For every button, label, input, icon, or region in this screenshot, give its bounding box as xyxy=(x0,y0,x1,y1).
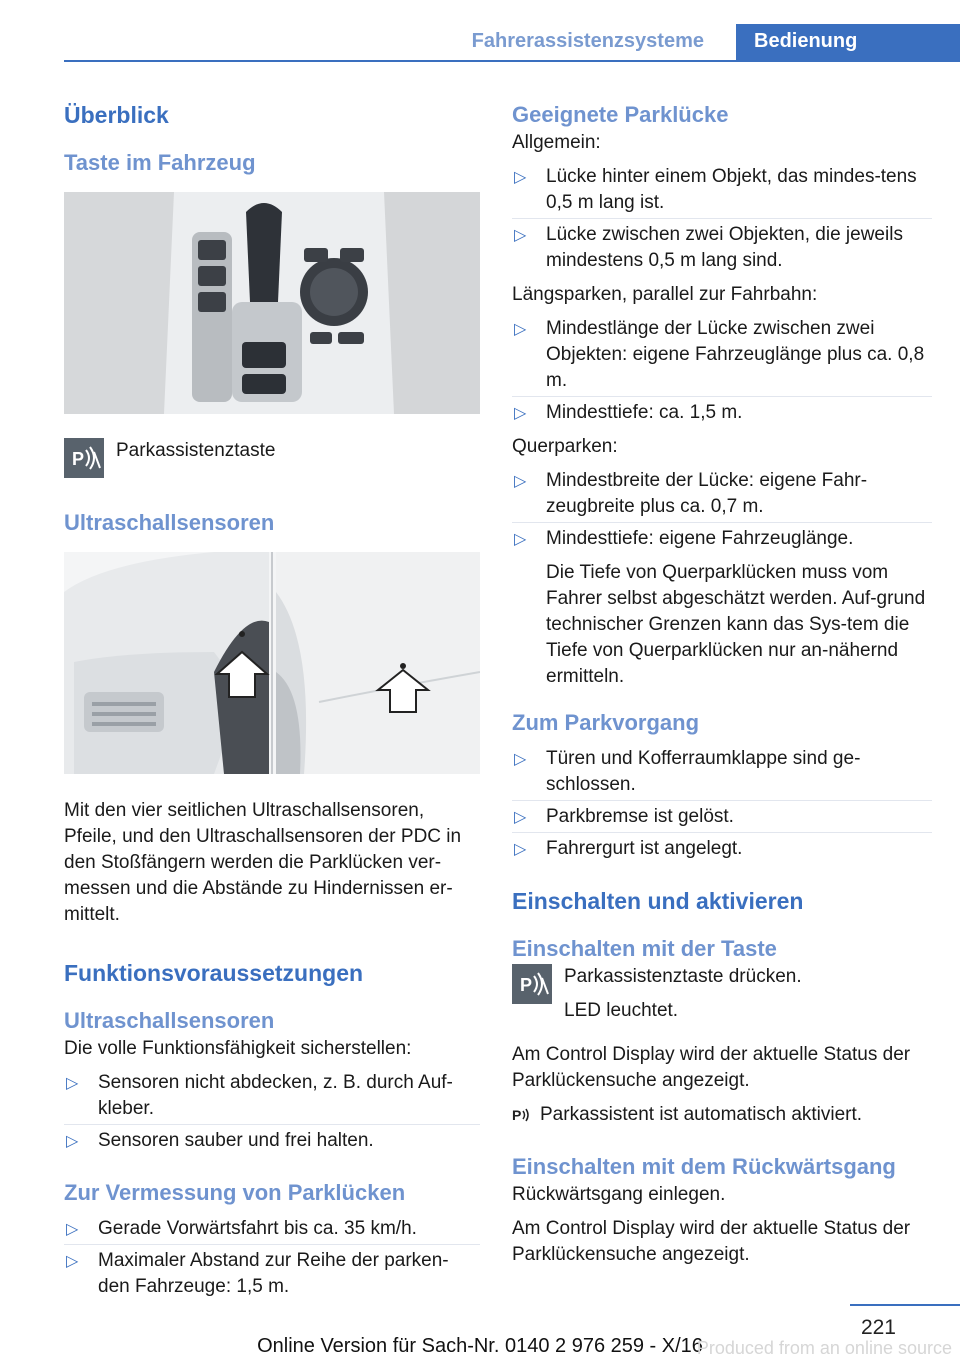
parallel-list xyxy=(512,316,932,426)
auto-active-text: Parkassistent ist automatisch aktiviert. xyxy=(540,1104,863,1125)
parallel-label: Längsparken, parallel zur Fahrbahn: xyxy=(512,284,818,305)
list-item: ▷ Lücke zwischen zwei Objekten, die jeweils mindestens 0,5 m lang sind. xyxy=(512,222,932,274)
triangle-bullet-icon: ▷ xyxy=(514,531,527,548)
list-item: ▷ Sensoren nicht abdecken, z. B. durch Auf-kleber. xyxy=(66,1072,453,1119)
led-status-text: LED leuchtet. xyxy=(564,1000,679,1021)
park-assist-button-icon xyxy=(512,964,552,1004)
footer-rule xyxy=(850,1304,960,1306)
header-tab-bedienung: Bedienung xyxy=(736,24,960,62)
list-item: ▷ Gerade Vorwärtsfahrt bis ca. 35 km/h. xyxy=(64,1216,480,1242)
list-item: ▷ Lücke hinter einem Objekt, das mindes-tens 0,5 m lang ist. xyxy=(514,166,917,213)
general-label: Allgemein: xyxy=(512,132,601,153)
svg-text:P: P xyxy=(72,449,85,469)
heading-parking-procedure: Zum Parkvorgang xyxy=(512,710,700,735)
heading-ultrasonic-sensors: Ultraschallsensoren xyxy=(64,510,275,535)
triangle-bullet-icon: ▷ xyxy=(66,1253,79,1270)
park-assist-button-caption: Parkassistenztaste xyxy=(116,440,276,461)
cross-note: Die Tiefe von Querparklücken muss vom Fahrer selbst abgeschätzt werden. Auf-grund technischer Grenzen kann das Sys-tem die Tiefe von Querparklücken nur an-nähernd ermitteln. xyxy=(546,562,926,687)
heading-overview: Überblick xyxy=(64,102,169,128)
list-item: ▷ Sensoren sauber und frei halten. xyxy=(64,1128,480,1154)
measuring-list xyxy=(64,1216,480,1300)
switch-on-instruction: Parkassistenztaste drücken. xyxy=(564,966,802,987)
triangle-bullet-icon: ▷ xyxy=(514,751,527,768)
header-rule xyxy=(64,60,960,62)
park-assist-symbol-icon xyxy=(512,1105,532,1125)
svg-text:P: P xyxy=(520,975,533,995)
ultrasonic-sensors-text: Mit den vier seitlichen Ultraschallsensoren, Pfeile, und den Ultraschallsensoren der PDC in den Stoßfängern werden die Parklücken ver-messen und die Abstände zu Hindernissen er-mittelt. xyxy=(64,800,462,925)
watermark: Produced from an online source xyxy=(696,1338,952,1358)
list-item: ▷ Mindestbreite der Lücke: eigene Fahr-zeugbreite plus ca. 0,7 m. xyxy=(514,470,868,517)
list-item: ▷ Maximaler Abstand zur Reihe der parken-den Fahrzeuge: 1,5 m. xyxy=(64,1248,480,1300)
switch-on-step xyxy=(512,964,932,1024)
parking-list xyxy=(512,746,932,862)
left-column xyxy=(64,100,480,1300)
reverse-step-text: Rückwärtsgang einlegen. xyxy=(512,1184,726,1205)
ultrasonic-sensors-photo xyxy=(64,552,480,774)
triangle-bullet-icon: ▷ xyxy=(66,1133,79,1150)
triangle-bullet-icon: ▷ xyxy=(514,227,527,244)
triangle-bullet-icon: ▷ xyxy=(514,169,527,186)
triangle-bullet-icon: ▷ xyxy=(514,321,527,338)
page-number: 221 xyxy=(860,1316,896,1339)
triangle-bullet-icon: ▷ xyxy=(66,1221,79,1238)
triangle-bullet-icon: ▷ xyxy=(66,1075,79,1092)
requirements-intro: Die volle Funktionsfähigkeit sicherstellen: xyxy=(64,1038,412,1059)
svg-text:P: P xyxy=(512,1106,522,1123)
triangle-bullet-icon: ▷ xyxy=(514,809,527,826)
heading-switch-on-button: Einschalten mit der Taste xyxy=(512,936,777,961)
requirements-list xyxy=(64,1070,480,1154)
general-list xyxy=(512,164,932,274)
cross-label: Querparken: xyxy=(512,436,618,457)
heading-button-in-vehicle: Taste im Fahrzeug xyxy=(64,150,256,175)
list-item: ▷ Türen und Kofferraumklappe sind ge-schlossen. xyxy=(514,748,861,795)
parking-button-legend xyxy=(64,438,480,478)
triangle-bullet-icon: ▷ xyxy=(514,841,527,858)
heading-switch-on: Einschalten und aktivieren xyxy=(512,888,804,914)
heading-reverse-gear: Einschalten mit dem Rückwärtsgang xyxy=(512,1154,896,1179)
reverse-display-text: Am Control Display wird der aktuelle Status der Parklückensuche angezeigt. xyxy=(512,1218,911,1265)
right-column xyxy=(512,100,932,1268)
cross-list xyxy=(512,468,932,690)
park-assist-button-icon xyxy=(64,438,104,478)
online-version-footer: Online Version für Sach-Nr. 0140 2 976 259 - X/16 xyxy=(257,1335,703,1357)
list-item: ▷ Fahrergurt ist angelegt. xyxy=(512,836,932,862)
list-item: ▷ Mindesttiefe: ca. 1,5 m. xyxy=(512,400,932,426)
list-item: ▷ Parkbremse ist gelöst. xyxy=(512,804,932,830)
display-status-text: Am Control Display wird der aktuelle Status der Parklückensuche angezeigt. xyxy=(512,1044,911,1091)
list-item: ▷ Mindestlänge der Lücke zwischen zwei Objekten: eigene Fahrzeuglänge plus ca. 0,8 m. xyxy=(514,318,925,391)
heading-functional-requirements: Funktionsvoraussetzungen xyxy=(64,960,364,986)
triangle-bullet-icon: ▷ xyxy=(514,405,527,422)
auto-active-line xyxy=(512,1102,932,1128)
heading-ultrasonic-sensors-2: Ultraschallsensoren xyxy=(64,1008,275,1033)
heading-measuring-spaces: Zur Vermessung von Parklücken xyxy=(64,1180,406,1205)
heading-suitable-space: Geeignete Parklücke xyxy=(512,102,729,127)
header-section-title: Fahrerassistenzsysteme xyxy=(471,30,704,52)
triangle-bullet-icon: ▷ xyxy=(514,473,527,490)
center-console-photo xyxy=(64,192,480,414)
list-item: ▷ Mindesttiefe: eigene Fahrzeuglänge. Die Tiefe von Querparklücken muss vom Fahrer selbst abgeschätzt werden. Auf-grund technischer Grenzen kann das Sys-tem die Tiefe von Querparklücken nur an-nähernd ermitteln. xyxy=(512,526,932,690)
